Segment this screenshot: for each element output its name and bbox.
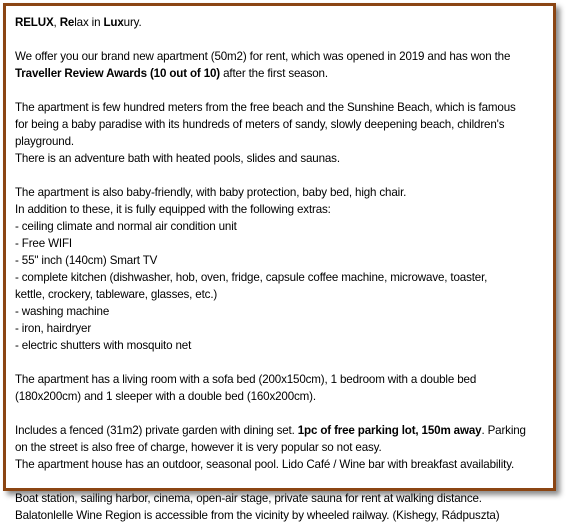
- location-line-4: There is an adventure bath with heated pools, slides and saunas.: [15, 152, 340, 165]
- title-bold-3: Lux: [103, 16, 124, 29]
- garden-text: Includes a fenced (31m2) private garden with dining set.: [15, 424, 298, 437]
- garden-line-1: [15, 422, 549, 439]
- equipment-item: kettle, crockery, tableware, glasses, etc.): [15, 288, 218, 301]
- equipment-item: - electric shutters with mosquito net: [15, 339, 192, 352]
- equipment-line-2: In addition to these, it is fully equipped with the following extras:: [15, 203, 331, 216]
- title-bold-1: RELUX: [15, 16, 54, 29]
- listing-text: [15, 14, 549, 524]
- rooms-line-1: The apartment has a living room with a sofa bed (200x150cm), 1 bedroom with a double bed: [15, 373, 477, 386]
- nearby-line-2: Balatonlelle Wine Region is accessible from the vicinity by wheeled railway. (Kishegy, Rádpuszta): [15, 509, 500, 522]
- equipment-line-1: The apartment is also baby-friendly, with baby protection, baby bed, high chair.: [15, 186, 407, 199]
- location-line-1: The apartment is few hundred meters from the free beach and the Sunshine Beach, which is famous: [15, 101, 516, 114]
- intro-line-1: We offer you our brand new apartment (50m2) for rent, which was opened in 2019 and has won the: [15, 50, 511, 63]
- equipment-item: - washing machine: [15, 305, 110, 318]
- equipment-item: - Free WIFI: [15, 237, 72, 250]
- award-text: Traveller Review Awards (10 out of 10): [15, 67, 221, 80]
- garden-line-3: The apartment house has an outdoor, seasonal pool. Lido Café / Wine bar with breakfast availability.: [15, 458, 515, 471]
- equipment-item: - complete kitchen (dishwasher, hob, oven, fridge, capsule coffee machine, microwave, toaster,: [15, 271, 488, 284]
- title-bold-2: Re: [59, 16, 75, 29]
- equipment-item: - iron, hairdryer: [15, 322, 92, 335]
- listing-frame: [3, 3, 556, 522]
- equipment-item: - 55" inch (140cm) Smart TV: [15, 254, 158, 267]
- title-text-1: ,: [53, 16, 60, 29]
- garden-line-2: on the street is also free of charge, however it is very popular so not easy.: [15, 441, 382, 454]
- equipment-item: - ceiling climate and normal air condition unit: [15, 220, 237, 233]
- parking-text: 1pc of free parking lot, 150m away: [297, 424, 482, 437]
- intro-tail: after the first season.: [220, 67, 328, 80]
- listing-title: [15, 14, 549, 31]
- title-text-2: lax in: [74, 16, 104, 29]
- location-line-2: for being a baby paradise with its hundreds of meters of sandy, slowly deepening beach, children's: [15, 118, 505, 131]
- nearby-line-1: Boat station, sailing harbor, cinema, open-air stage, private sauna for rent at walking distance.: [15, 492, 482, 505]
- location-line-3: playground.: [15, 135, 74, 148]
- title-text-3: ury.: [123, 16, 142, 29]
- intro-line-2: [15, 65, 549, 82]
- garden-tail: . Parking: [481, 424, 526, 437]
- rooms-line-2: (180x200cm) and 1 sleeper with a double bed (160x200cm).: [15, 390, 316, 403]
